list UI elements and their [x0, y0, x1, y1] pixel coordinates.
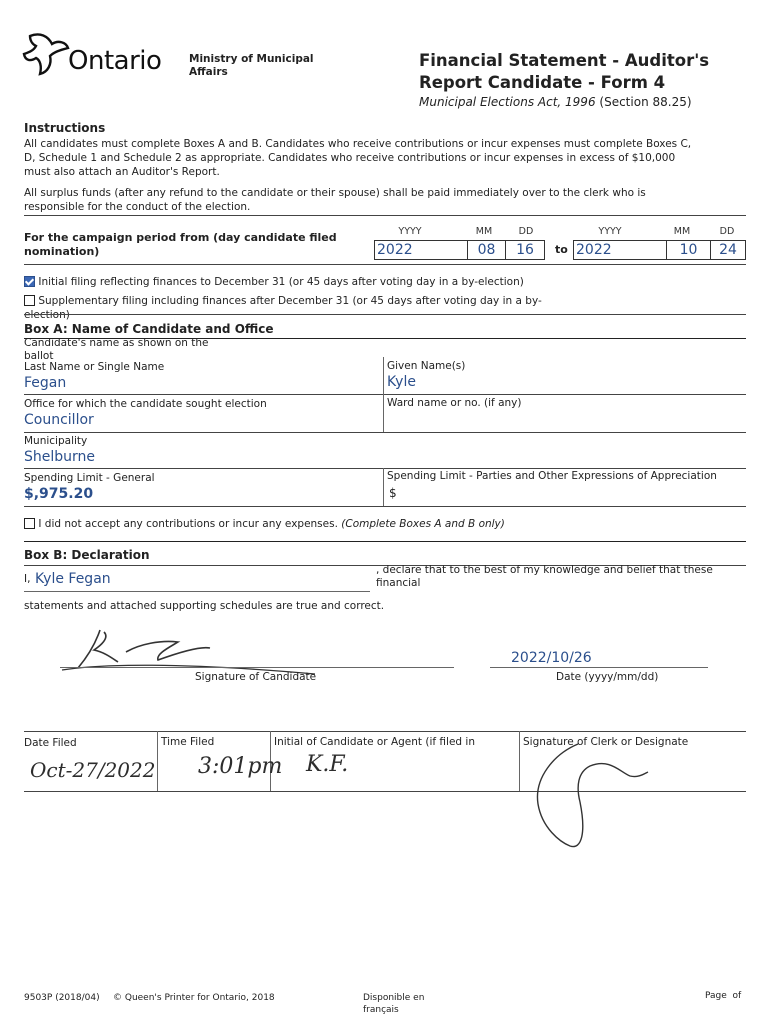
municipality-field[interactable]: Shelburne: [24, 449, 96, 465]
act-name: Municipal Elections Act, 1996: [419, 95, 596, 109]
copyright: © Queen's Printer for Ontario, 2018: [113, 993, 275, 1003]
spending-limit-parties-field[interactable]: $: [389, 486, 397, 500]
date-filed-field[interactable]: Oct-27/2022: [30, 758, 156, 782]
to-yyyy-field[interactable]: 2022: [573, 240, 667, 260]
box-b-heading: Box B: Declaration: [24, 548, 150, 562]
to-dd-field[interactable]: 24: [710, 240, 746, 260]
spending-limit-parties-label: Spending Limit - Parties and Other Expressions of Appreciation: [387, 470, 717, 482]
from-yyyy-field[interactable]: 2022: [374, 240, 468, 260]
to-mm-header: MM: [673, 226, 691, 237]
time-filed-label: Time Filed: [161, 736, 215, 748]
from-mm-header: MM: [475, 226, 493, 237]
ontario-trillium-logo: [22, 30, 72, 78]
clerk-signature: [520, 742, 650, 852]
office-field[interactable]: Councillor: [24, 412, 94, 428]
municipality-label: Municipality: [24, 435, 88, 447]
form-title-line2: Report Candidate - Form 4: [419, 73, 666, 92]
from-mm-field[interactable]: 08: [467, 240, 506, 260]
initial-filing-label: Initial filing reflecting finances to December 31 (or 45 days after voting day in a by-election): [38, 276, 524, 288]
brand-name: Ontario: [68, 46, 162, 76]
last-name-label: Last Name or Single Name: [24, 361, 165, 373]
last-name-field[interactable]: Fegan: [24, 375, 67, 391]
to-label: to: [555, 243, 568, 256]
declaration-date-field[interactable]: 2022/10/26: [511, 650, 592, 666]
page-number: Page of: [705, 991, 742, 1001]
to-dd-header: DD: [719, 226, 735, 237]
from-dd-header: DD: [518, 226, 534, 237]
signature-label: Signature of Candidate: [195, 671, 317, 683]
clerk-signature-label: Signature of Clerk or Designate: [523, 736, 689, 748]
period-label: For the campaign period from (day candidate filed nomination): [24, 231, 337, 258]
form-number: 9503P (2018/04): [24, 993, 100, 1003]
declaration-text: , declare that to the best of my knowledge and belief that these financial: [376, 564, 713, 589]
box-a-heading: Box A: Name of Candidate and Office: [24, 322, 274, 336]
ministry-line1: Ministry of Municipal: [189, 53, 314, 65]
no-contributions-checkbox[interactable]: [24, 518, 35, 529]
date-filed-label: Date Filed: [24, 737, 77, 749]
declarant-name-field[interactable]: Kyle Fegan: [35, 571, 111, 587]
form-title-line1: Financial Statement - Auditor's: [419, 51, 710, 70]
ballot-name-label: Candidate's name as shown on the ballot: [24, 337, 209, 362]
supplementary-filing-row: [24, 294, 569, 321]
to-yyyy-header: YYYY: [598, 226, 622, 237]
given-name-field[interactable]: Kyle: [387, 374, 416, 390]
supplementary-filing-label: Supplementary filing including finances after December 31 (or 45 days after voting day in a by-election): [24, 295, 542, 321]
act-section: (Section 88.25): [599, 95, 692, 109]
no-contributions-row: [24, 518, 505, 530]
instructions-para2: All surplus funds (after any refund to the candidate or their spouse) shall be paid immediately over to the clerk who is responsible for the conduct of the election.: [24, 187, 646, 213]
office-label: Office for which the candidate sought election: [24, 398, 267, 410]
supplementary-filing-checkbox[interactable]: [24, 295, 35, 306]
spending-limit-general-label: Spending Limit - General: [24, 472, 155, 484]
act-reference: [419, 95, 692, 109]
time-filed-field[interactable]: 3:01pm: [198, 754, 283, 779]
spending-limit-general-field[interactable]: $,975.20: [24, 486, 94, 502]
no-contributions-label: I did not accept any contributions or incur any expenses.: [38, 518, 338, 530]
from-yyyy-header: YYYY: [398, 226, 422, 237]
initial-filing-checkbox[interactable]: [24, 276, 35, 287]
given-name-label: Given Name(s): [387, 360, 466, 372]
initial-filing-row: [24, 276, 524, 288]
instructions-heading: Instructions: [24, 121, 106, 135]
initial-field[interactable]: K.F.: [306, 752, 349, 777]
to-mm-field[interactable]: 10: [666, 240, 711, 260]
ward-label: Ward name or no. (if any): [387, 397, 522, 409]
ministry-line2: Affairs: [189, 66, 228, 78]
french-version-line2: français: [363, 1005, 399, 1015]
date-format-label: Date (yyyy/mm/dd): [556, 671, 659, 683]
from-dd-field[interactable]: 16: [505, 240, 545, 260]
french-version-line1: Disponible en: [363, 993, 425, 1003]
initial-label: Initial of Candidate or Agent (if filed in: [274, 736, 475, 748]
declaration-i-label: I,: [24, 573, 31, 585]
no-contributions-note: (Complete Boxes A and B only): [341, 518, 505, 530]
instructions-para1: All candidates must complete Boxes A and B. Candidates who receive contributions or incur expenses must complete Boxes C, D, Schedule 1 and Schedule 2 as appropriate. Candidates who receive contributions or incur expenses in excess of $10,000 must also attach an Auditor's Report.: [24, 138, 692, 178]
declaration-statements: statements and attached supporting schedules are true and correct.: [24, 600, 385, 612]
